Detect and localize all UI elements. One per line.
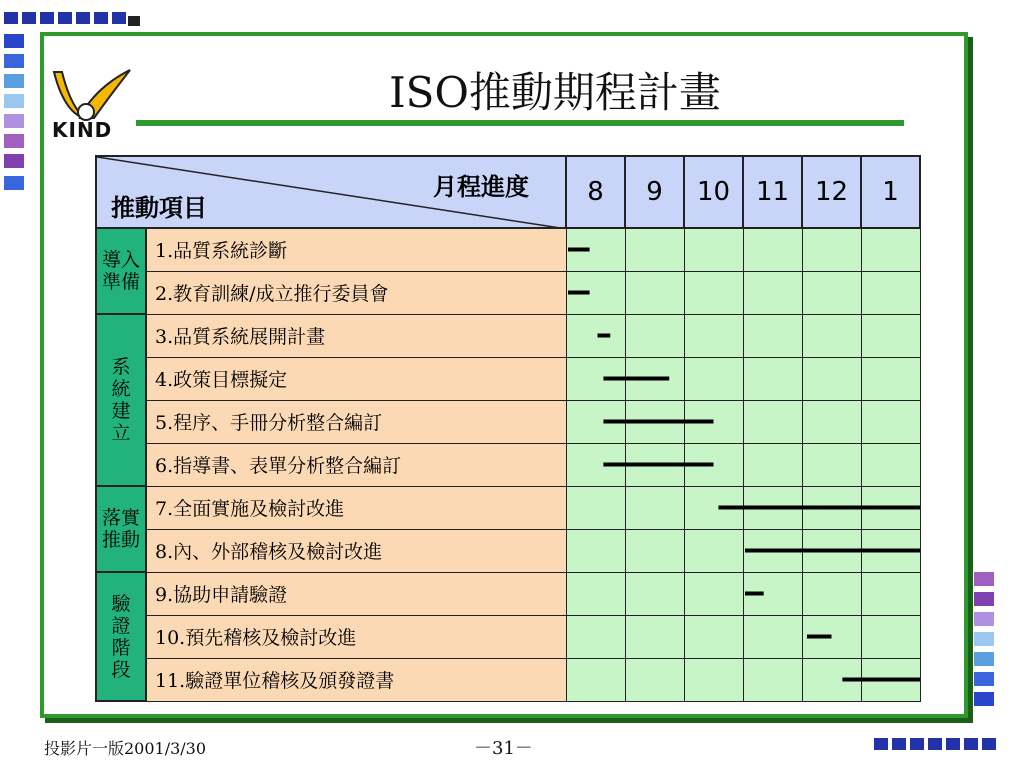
table-row <box>96 314 920 357</box>
schedule-cell <box>566 400 625 443</box>
schedule-cell <box>861 529 920 572</box>
schedule-cell <box>566 357 625 400</box>
schedule-cell <box>625 658 684 701</box>
schedule-cell <box>625 271 684 314</box>
month-header: 1 <box>861 156 920 228</box>
phase-label-line: 段 <box>111 658 131 681</box>
schedule-cell <box>625 615 684 658</box>
schedule-cell <box>743 615 802 658</box>
schedule-cell <box>625 357 684 400</box>
schedule-cell <box>625 228 684 271</box>
schedule-cell <box>684 572 743 615</box>
schedule-cell <box>684 615 743 658</box>
month-header: 9 <box>625 156 684 228</box>
phase-label-line: 建 <box>111 400 131 422</box>
phase-label-line: 證 <box>111 614 131 637</box>
schedule-cell <box>861 314 920 357</box>
table-row <box>96 658 920 701</box>
header-month-progress-label: 月程進度 <box>433 173 529 201</box>
schedule-cell <box>861 443 920 486</box>
schedule-cell <box>566 615 625 658</box>
header-item-label: 推動項目 <box>111 194 207 222</box>
schedule-cell <box>743 400 802 443</box>
phase-label <box>96 228 146 314</box>
task-label: 8.內、外部稽核及檢討改進 <box>146 529 566 572</box>
header-row <box>96 156 920 228</box>
schedule-cell <box>743 572 802 615</box>
schedule-cell <box>802 443 861 486</box>
phase-label-line: 階 <box>111 636 131 659</box>
title-underline <box>136 120 904 126</box>
schedule-cell <box>743 271 802 314</box>
task-label: 1.品質系統診斷 <box>146 228 566 271</box>
schedule-cell <box>861 271 920 314</box>
schedule-cell <box>802 271 861 314</box>
phase-label <box>96 486 146 572</box>
table-row <box>96 357 920 400</box>
schedule-cell <box>566 443 625 486</box>
schedule-cell <box>566 572 625 615</box>
phase-label-line: 落實 <box>101 507 140 529</box>
phase-label-line: 推動 <box>101 529 140 551</box>
schedule-cell <box>625 443 684 486</box>
phase-label-line: 統 <box>111 378 131 400</box>
schedule-cell <box>743 658 802 701</box>
schedule-cell <box>802 572 861 615</box>
schedule-cell <box>802 400 861 443</box>
table-row <box>96 400 920 443</box>
phase-label-line: 準備 <box>101 271 140 293</box>
schedule-cell <box>802 486 861 529</box>
table-row <box>96 443 920 486</box>
footer-version: 投影片一版2001/3/30 <box>44 739 207 758</box>
schedule-cell <box>861 572 920 615</box>
schedule-cell <box>743 529 802 572</box>
schedule-cell <box>566 271 625 314</box>
schedule-cell <box>861 228 920 271</box>
schedule-cell <box>625 572 684 615</box>
month-header: 8 <box>566 156 625 228</box>
schedule-cell <box>566 486 625 529</box>
schedule-cell <box>802 228 861 271</box>
schedule-cell <box>566 228 625 271</box>
schedule-cell <box>861 658 920 701</box>
schedule-cell <box>684 658 743 701</box>
schedule-cell <box>861 400 920 443</box>
schedule-cell <box>684 400 743 443</box>
schedule-cell <box>802 658 861 701</box>
schedule-cell <box>743 228 802 271</box>
phase-label-line: 立 <box>111 422 131 444</box>
schedule-cell <box>743 443 802 486</box>
schedule-cell <box>625 314 684 357</box>
task-label: 9.協助申請驗證 <box>146 572 566 615</box>
task-label: 7.全面實施及檢討改進 <box>146 486 566 529</box>
table-row <box>96 486 920 529</box>
schedule-cell <box>861 615 920 658</box>
schedule-cell <box>566 658 625 701</box>
task-label: 6.指導書、表單分析整合編訂 <box>146 443 566 486</box>
table-row <box>96 572 920 615</box>
table-row <box>96 615 920 658</box>
schedule-cell <box>684 486 743 529</box>
schedule-cell <box>743 357 802 400</box>
schedule-cell <box>743 486 802 529</box>
task-label: 5.程序、手冊分析整合編訂 <box>146 400 566 443</box>
phase-label <box>96 314 146 486</box>
schedule-cell <box>684 529 743 572</box>
task-label: 10.預先稽核及檢討改進 <box>146 615 566 658</box>
phase-label-line: 系 <box>111 356 131 378</box>
task-label: 4.政策目標擬定 <box>146 357 566 400</box>
schedule-cell <box>802 615 861 658</box>
phase-label-line: 導入 <box>101 249 140 271</box>
task-label: 2.教育訓練/成立推行委員會 <box>146 271 566 314</box>
schedule-cell <box>684 271 743 314</box>
schedule-cell <box>625 486 684 529</box>
schedule-cell <box>684 228 743 271</box>
phase-label <box>96 572 146 701</box>
logo-text: KIND <box>52 118 113 142</box>
page-number: －31－ <box>474 738 533 759</box>
phase-label-line: 驗 <box>111 592 131 615</box>
schedule-cell <box>566 314 625 357</box>
month-header: 10 <box>684 156 743 228</box>
month-header: 12 <box>802 156 861 228</box>
schedule-cell <box>802 529 861 572</box>
schedule-table <box>95 155 921 702</box>
schedule-cell <box>684 314 743 357</box>
table-row <box>96 529 920 572</box>
schedule-cell <box>684 357 743 400</box>
schedule-cell <box>861 357 920 400</box>
schedule-cell <box>625 400 684 443</box>
table-row <box>96 271 920 314</box>
schedule-cell <box>684 443 743 486</box>
schedule-cell <box>802 314 861 357</box>
slide-title: ISO推動期程計畫 <box>389 68 721 117</box>
header-corner-cell <box>96 156 566 228</box>
table-row <box>96 228 920 271</box>
schedule-cell <box>743 314 802 357</box>
schedule-cell <box>861 486 920 529</box>
schedule-cell <box>566 529 625 572</box>
task-label: 11.驗證單位稽核及頒發證書 <box>146 658 566 701</box>
schedule-cell <box>802 357 861 400</box>
month-header: 11 <box>743 156 802 228</box>
schedule-cell <box>625 529 684 572</box>
task-label: 3.品質系統展開計畫 <box>146 314 566 357</box>
